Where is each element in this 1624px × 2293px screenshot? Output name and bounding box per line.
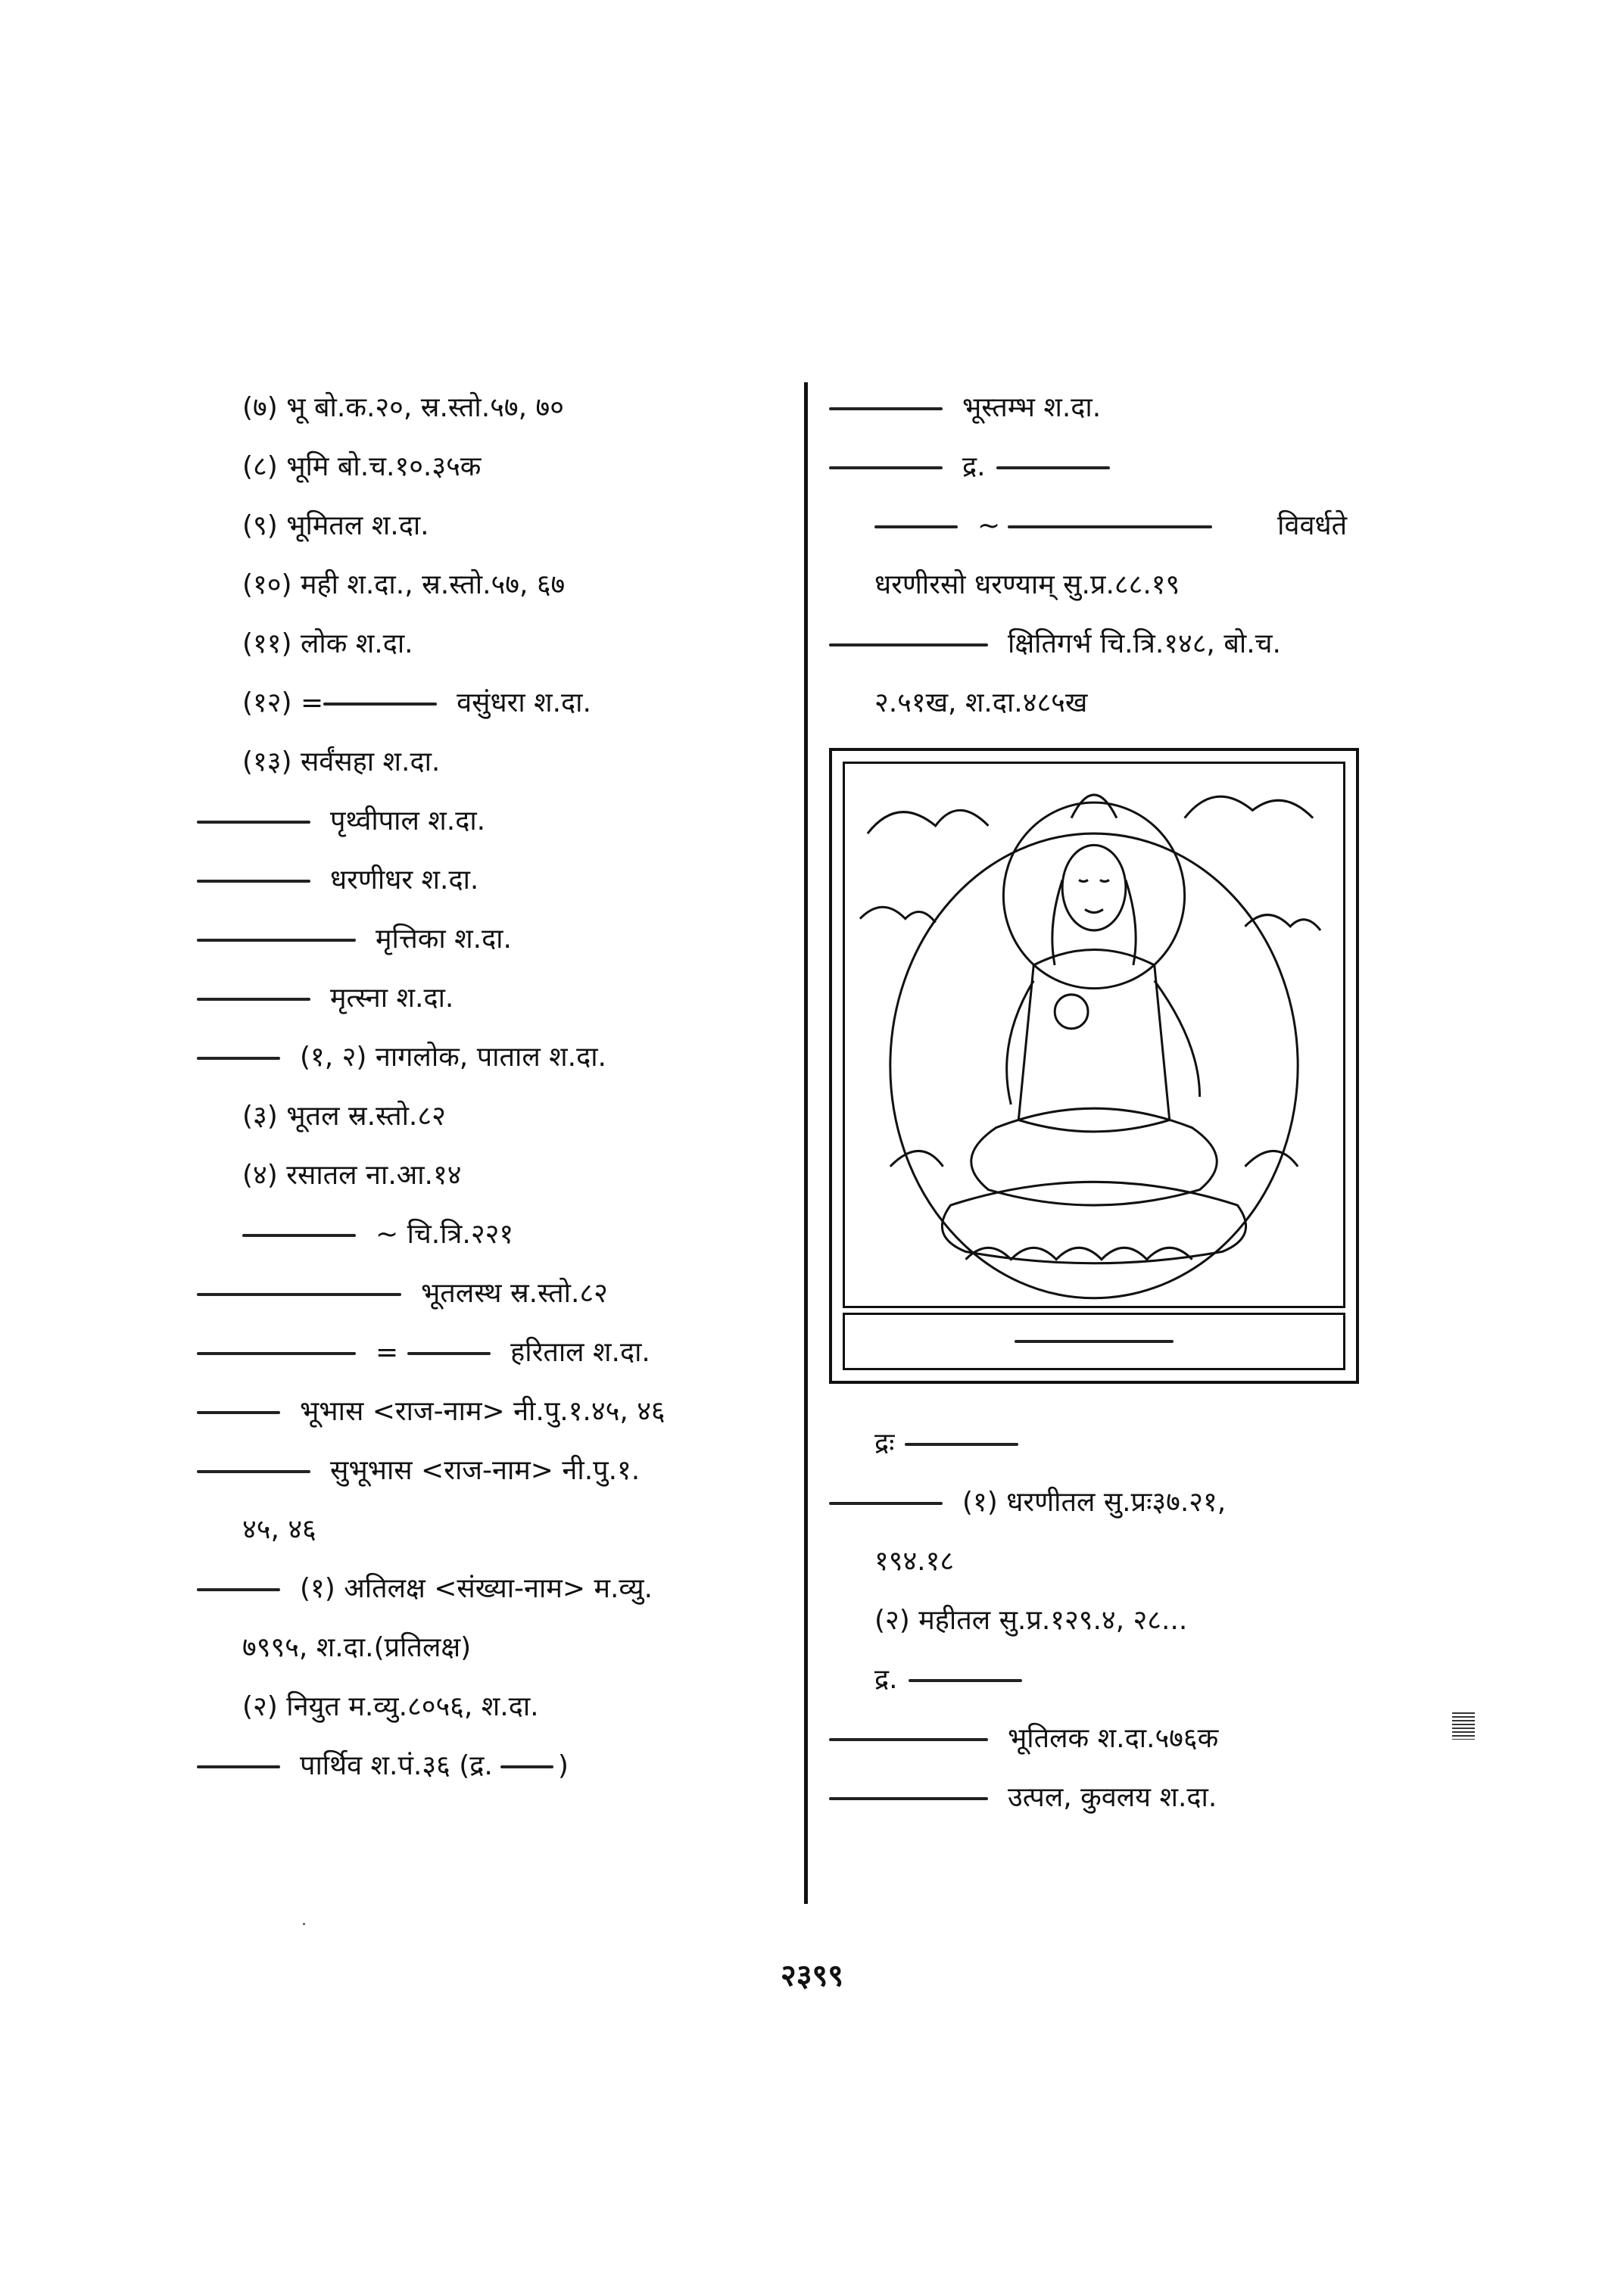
continuation-line: १९४.१८ bbox=[874, 1546, 955, 1577]
tibetan-term bbox=[323, 703, 437, 706]
margin-tick-mark bbox=[1452, 1712, 1475, 1740]
dictionary-entry: पार्थिव श.पं.३६ (द्र. ) bbox=[197, 1737, 787, 1796]
dictionary-entry: = हरिताल श.दा. bbox=[197, 1323, 787, 1382]
dictionary-entry: (१) अतिलक्ष <संख्या-नाम> म.व्यु. bbox=[197, 1559, 787, 1618]
tibetan-term bbox=[996, 466, 1110, 469]
dictionary-entry: पृथ्वीपाल श.दा. bbox=[197, 792, 787, 851]
tibetan-phrase bbox=[1008, 525, 1212, 528]
illustration-caption bbox=[843, 1313, 1345, 1370]
dictionary-entry: भूतिलक श.दा.५७६क bbox=[829, 1709, 1435, 1768]
dictionary-entry: धरणीधर श.दा. bbox=[197, 851, 787, 910]
tibetan-headword bbox=[829, 1738, 988, 1741]
sense-line: (२) नियुत म.व्यु.८०५६, श.दा. bbox=[242, 1691, 539, 1722]
illustration-panel bbox=[829, 748, 1359, 1384]
seated-bodhisattva-icon bbox=[845, 764, 1343, 1306]
tibetan-term bbox=[905, 1443, 1018, 1446]
tibetan-headword bbox=[197, 1588, 280, 1591]
sense-line: (१२) = वसुंधरा श.दा. bbox=[242, 687, 591, 718]
tibetan-term bbox=[407, 1352, 491, 1355]
tibetan-headword bbox=[197, 998, 310, 1001]
tibetan-headword bbox=[829, 643, 988, 646]
sense-line: ~ चि.त्रि.२२१ bbox=[197, 1205, 787, 1264]
tibetan-headword bbox=[197, 1293, 401, 1296]
dictionary-entry: मृत्तिका श.दा. bbox=[197, 910, 787, 969]
tibetan-phrase bbox=[874, 525, 958, 528]
tibetan-headword bbox=[197, 939, 356, 942]
sense-line: (३) भूतल स्र.स्तो.८२ bbox=[242, 1101, 446, 1132]
sense-line: (८) भूमि बो.च.१०.३५क bbox=[242, 451, 482, 482]
column-divider bbox=[804, 382, 808, 1904]
left-column bbox=[197, 379, 787, 1796]
continuation-line: ४५, ४६ bbox=[242, 1514, 316, 1545]
tibetan-headword bbox=[197, 1470, 310, 1473]
tibetan-headword bbox=[829, 407, 943, 410]
dictionary-entry: सुभूभास <राज-नाम> नी.पु.१. bbox=[197, 1441, 787, 1500]
continuation-line: धरणीरसो धरण्याम् सु.प्र.८८.१९ bbox=[874, 569, 1180, 600]
tibetan-headword bbox=[829, 466, 943, 469]
tibetan-term bbox=[500, 1765, 553, 1768]
tibetan-headword bbox=[197, 1411, 280, 1414]
tibetan-caption bbox=[1015, 1340, 1174, 1343]
tibetan-headword bbox=[829, 1502, 943, 1505]
dictionary-entry: भूस्तम्भ श.दा. bbox=[829, 379, 1435, 438]
dictionary-entry: उत्पल, कुवलय श.दा. bbox=[829, 1768, 1435, 1827]
sense-line: (२) महीतल सु.प्र.१२९.४, २८... bbox=[874, 1605, 1188, 1636]
dictionary-entry: मृत्स्ना श.दा. bbox=[197, 969, 787, 1028]
tibetan-headword bbox=[197, 1057, 280, 1060]
example-line: ~ विवर्धते bbox=[829, 497, 1435, 556]
speck bbox=[303, 1923, 305, 1925]
tibetan-headword bbox=[197, 1352, 356, 1355]
tibetan-headword bbox=[197, 880, 310, 883]
dictionary-entry: भूतलस्थ स्र.स्तो.८२ bbox=[197, 1264, 787, 1323]
cross-reference: द्रः bbox=[829, 1414, 1435, 1473]
page-number: २३९९ bbox=[780, 1958, 844, 1993]
continuation-line: २.५१ख, श.दा.४८५ख bbox=[874, 687, 1088, 718]
dictionary-entry: (१, २) नागलोक, पाताल श.दा. bbox=[197, 1028, 787, 1087]
tibetan-phrase bbox=[242, 1234, 356, 1237]
tibetan-headword bbox=[197, 821, 310, 824]
tibetan-term bbox=[909, 1679, 1022, 1682]
sense-line: (११) लोक श.दा. bbox=[242, 628, 413, 659]
tibetan-headword bbox=[197, 1765, 280, 1768]
sense-line: (७) भू बो.क.२०, स्र.स्तो.५७, ७० bbox=[242, 392, 564, 423]
dictionary-entry: द्र. bbox=[829, 438, 1435, 497]
right-column bbox=[829, 379, 1435, 1827]
sense-line: (४) रसातल ना.आ.१४ bbox=[242, 1160, 462, 1191]
sense-line: (१०) मही श.दा., स्र.स्तो.५७, ६७ bbox=[242, 569, 566, 600]
sense-line: (१३) सर्वंसहा श.दा. bbox=[242, 746, 441, 777]
tibetan-headword bbox=[829, 1797, 988, 1800]
continuation-line: ७९९५, श.दा.(प्रतिलक्ष) bbox=[242, 1632, 472, 1663]
illustration-frame bbox=[843, 762, 1345, 1308]
cross-reference: द्र. bbox=[829, 1650, 1435, 1709]
dictionary-entry: भूभास <राज-नाम> नी.पु.१.४५, ४६ bbox=[197, 1382, 787, 1441]
dictionary-entry: क्षितिगर्भ चि.त्रि.१४८, बो.च. bbox=[829, 615, 1435, 674]
sense-line: (९) भूमितल श.दा. bbox=[242, 510, 429, 541]
dictionary-entry: (१) धरणीतल सु.प्रः३७.२१, bbox=[829, 1473, 1435, 1532]
